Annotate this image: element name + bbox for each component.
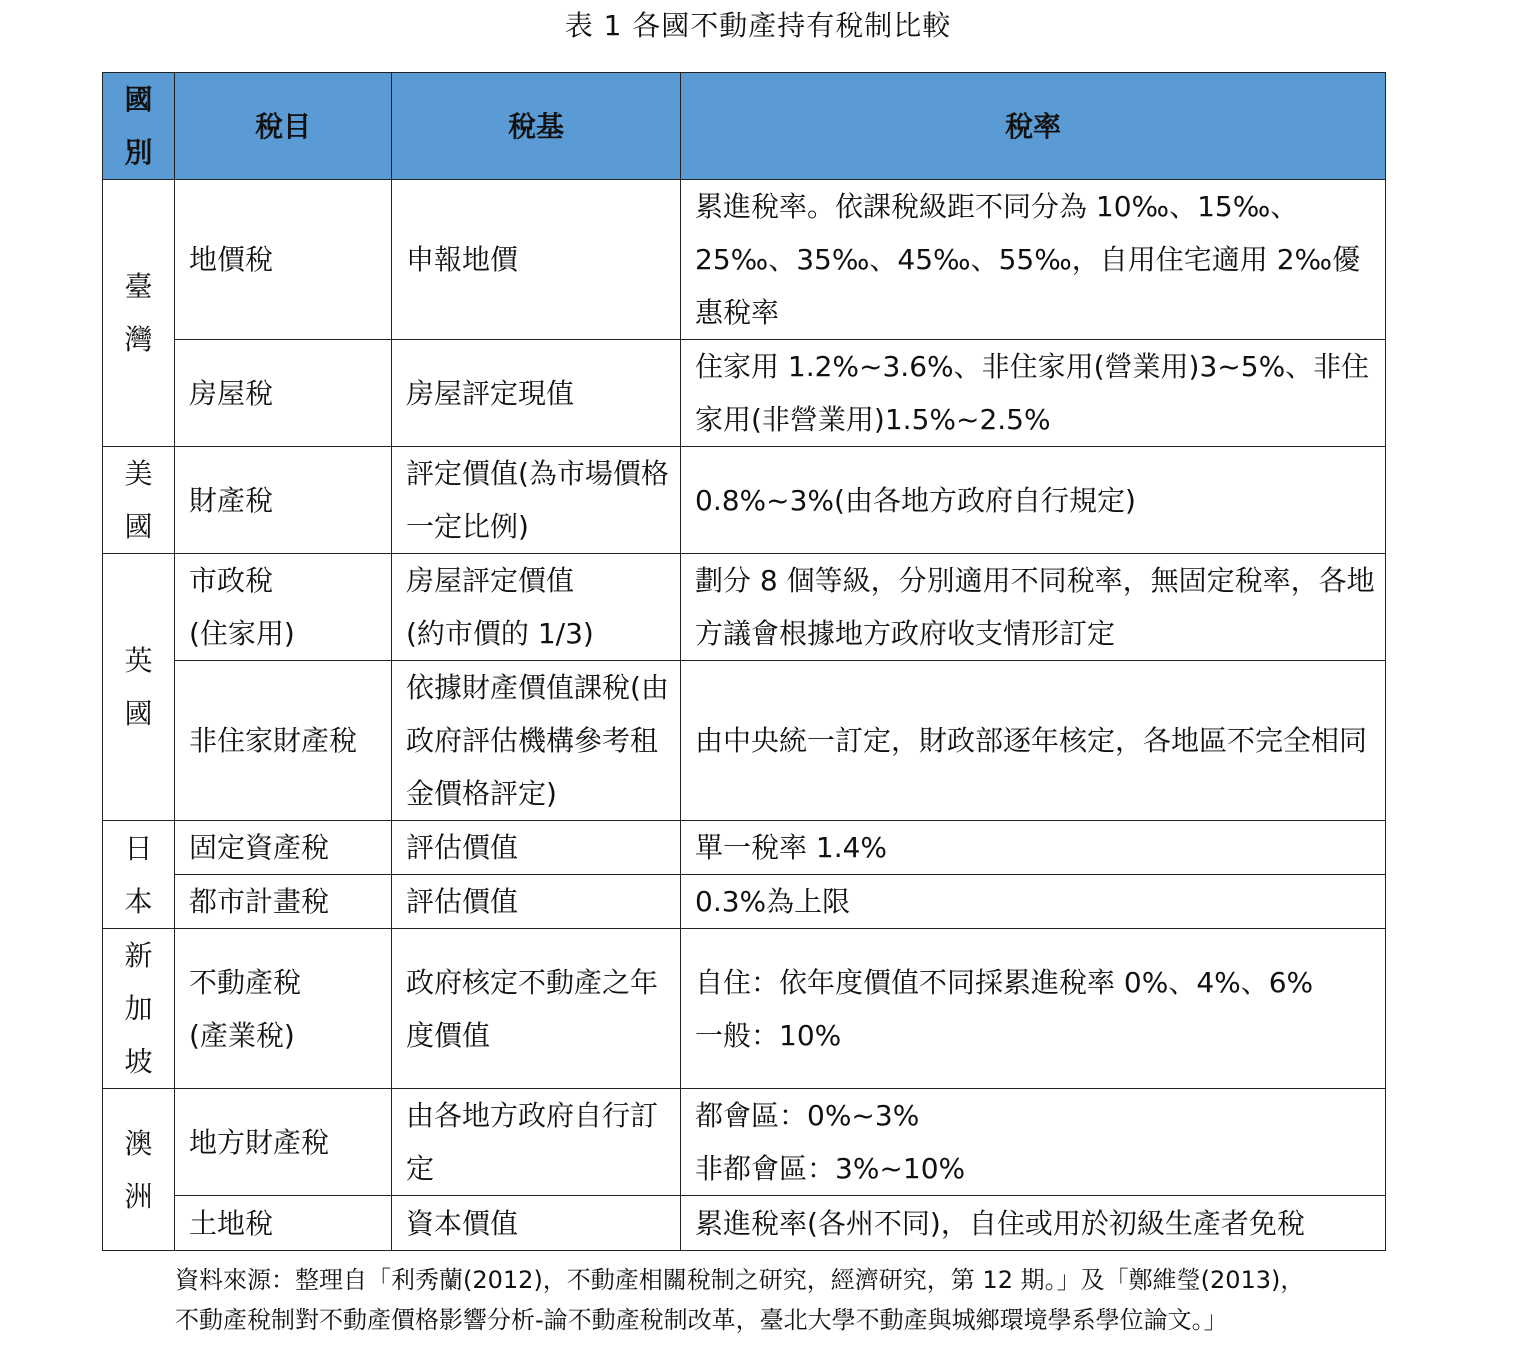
cell-rate: 0.3%為上限 [681, 875, 1386, 929]
table-row [103, 1089, 1386, 1196]
cell-item-line: (產業稅) [189, 1018, 295, 1052]
cell-item-line: 市政稅 [189, 564, 274, 597]
cell-rate: 累進稅率。依課稅級距不同分為 10‰、15‰、25‰、35‰、45‰、55‰，自用住宅適用 2‰優惠稅率 [681, 180, 1386, 340]
header-base: 稅基 [392, 73, 681, 180]
cell-base: 申報地價 [392, 180, 681, 340]
cell-base: 房屋評定現值 [392, 340, 681, 447]
cell-item-line: (住家用) [189, 617, 295, 650]
tax-comparison-table [102, 72, 1386, 1251]
source-line: 資料來源：整理自「利秀蘭(2012)，不動產相關稅制之研究，經濟研究，第 12 期。」及「鄭維瑩(2013)， [175, 1266, 1305, 1294]
cell-rate-line: 非都會區：3%~10% [695, 1152, 966, 1185]
cell-base: 由各地方政府自行訂定 [392, 1089, 681, 1196]
cell-rate: 累進稅率(各州不同)，自住或用於初級生產者免稅 [681, 1196, 1386, 1251]
cell-item: 都市計畫稅 [175, 875, 392, 929]
cell-rate-line: 自住：依年度價值不同採累進稅率 0%、4%、6% [695, 965, 1314, 999]
cell-item: 土地稅 [175, 1196, 392, 1251]
country-usa: 美國 [103, 447, 175, 554]
cell-item-line: 不動產稅 [189, 965, 302, 999]
source-line: 不動產稅制對不動產價格影響分析-論不動產稅制改革，臺北大學不動產與城鄉環境學系學位論文。」 [175, 1306, 1228, 1334]
header-item: 稅目 [175, 73, 392, 180]
table-row [103, 180, 1386, 340]
cell-base: 評估價值 [392, 875, 681, 929]
cell-rate-line: 一般：10% [695, 1018, 842, 1052]
cell-item: 財產稅 [175, 447, 392, 554]
cell-item: 房屋稅 [175, 340, 392, 447]
cell-base: 評定價值(為市場價格一定比例) [392, 447, 681, 554]
cell-item: 非住家財產稅 [175, 661, 392, 821]
country-singapore: 新加坡 [103, 929, 175, 1089]
cell-rate [681, 1089, 1386, 1196]
cell-rate: 0.8%~3%(由各地方政府自行規定) [681, 447, 1386, 554]
cell-rate [681, 929, 1386, 1089]
table-row [103, 821, 1386, 875]
cell-base [392, 554, 681, 661]
table-row [103, 929, 1386, 1089]
cell-base-line: 房屋評定價值 [406, 564, 575, 597]
cell-item [175, 554, 392, 661]
cell-rate: 住家用 1.2%~3.6%、非住家用(營業用)3~5%、非住家用(非營業用)1.5%~2.5% [681, 340, 1386, 447]
header-rate: 稅率 [681, 73, 1386, 180]
table-row [103, 1196, 1386, 1251]
cell-base: 依據財產價值課稅(由政府評估機構參考租金價格評定) [392, 661, 681, 821]
cell-base: 資本價值 [392, 1196, 681, 1251]
table-row [103, 447, 1386, 554]
country-uk: 英國 [103, 554, 175, 821]
table-caption: 表 1 各國不動產持有稅制比較 [564, 9, 952, 42]
table-row [103, 661, 1386, 821]
cell-rate: 單一稅率 1.4% [681, 821, 1386, 875]
country-taiwan: 臺灣 [103, 180, 175, 447]
cell-item: 地價稅 [175, 180, 392, 340]
header-row [103, 73, 1386, 180]
cell-base: 評估價值 [392, 821, 681, 875]
header-country: 國別 [103, 73, 175, 180]
country-japan: 日本 [103, 821, 175, 929]
country-australia: 澳洲 [103, 1089, 175, 1251]
cell-base-line: (約市價的 1/3) [406, 617, 594, 650]
cell-rate: 由中央統一訂定，財政部逐年核定，各地區不完全相同 [681, 661, 1386, 821]
cell-item: 固定資產稅 [175, 821, 392, 875]
cell-item: 地方財產稅 [175, 1089, 392, 1196]
cell-rate: 劃分 8 個等級，分別適用不同稅率，無固定稅率，各地方議會根據地方政府收支情形訂定 [681, 554, 1386, 661]
cell-base: 政府核定不動產之年度價值 [392, 929, 681, 1089]
source-note [175, 1260, 1475, 1340]
table-row [103, 875, 1386, 929]
cell-rate-line: 都會區：0%~3% [695, 1099, 920, 1132]
cell-item [175, 929, 392, 1089]
table-row [103, 340, 1386, 447]
table-row [103, 554, 1386, 661]
